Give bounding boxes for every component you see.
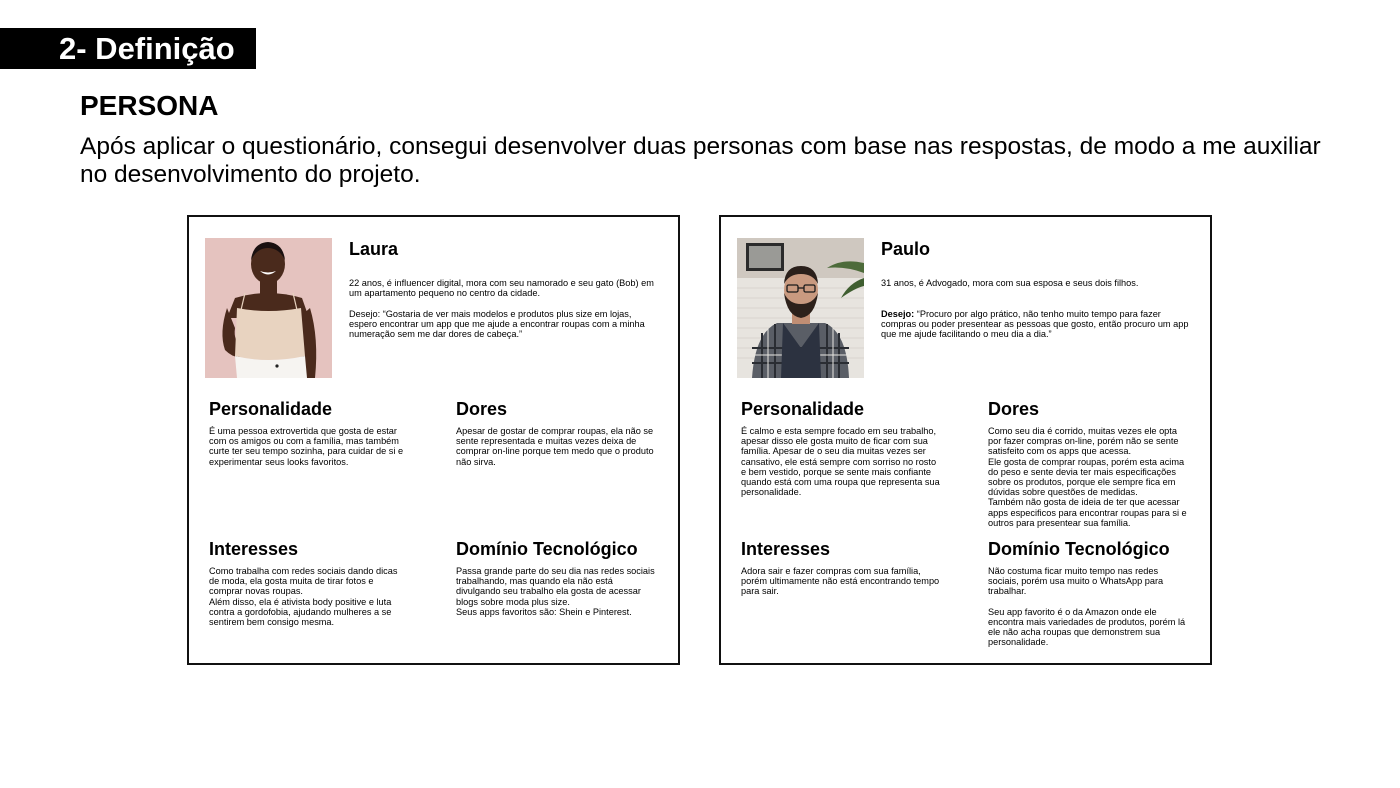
persona-heading: PERSONA [80, 90, 219, 121]
persona-photo-laura [205, 238, 332, 378]
desire-label: Desejo: [349, 309, 381, 319]
section-title-dores: Dores [988, 399, 1040, 419]
persona-bio: 31 anos, é Advogado, mora com sua esposa e seus dois filhos. [881, 278, 1139, 288]
section-title-interesses: Interesses [741, 539, 831, 559]
persona-name: Paulo [881, 239, 931, 259]
section-title-personalidade: Personalidade [209, 399, 333, 419]
section-title-personalidade: Personalidade [741, 399, 865, 419]
section-interesses [741, 538, 941, 597]
man-portrait-icon [737, 238, 864, 378]
section-personalidade [209, 398, 409, 467]
woman-portrait-icon [205, 238, 332, 378]
section-dores [456, 398, 656, 467]
desire-text: “Gostaria de ver mais modelos e produtos plus size em lojas, espero encontrar um app que me ajude a encontrar roupas com a minha numeração sem me dar dores de cabeça.” [349, 309, 645, 340]
section-text-interesses: Adora sair e fazer compras com sua família, porém ultimamente não está encontrando tempo para sair. [741, 566, 940, 597]
section-text-dominio: Não costuma ficar muito tempo nas redes sociais, porém usa muito o WhatsApp para trabalhar. Seu app favorito é o da Amazon onde ele encontra mais variedades de produtos, porém lá ele não acha roupas que demonstrem sua personalidade. [988, 566, 1186, 648]
desire-label: Desejo: [881, 309, 915, 319]
section-text-dominio: Passa grande parte do seu dia nas redes sociais trabalhando, mas quando ela não está divulgando seu trabalho ela gosta de acessar blogs sobre moda plus size. Seus apps favoritos são: Shein e Pinterest. [456, 566, 655, 617]
section-text-dores: Como seu dia é corrido, muitas vezes ele opta por fazer compras on-line, porém não se sente satisfeito com os apps que acessa. Ele gosta de comprar roupas, porém esta acima do peso e sente devia ter mais especificações sobre os produtos, porque ele sempre fica em dúvidas sobre questões de medidas. Também não gosta de ideia de ter que acessar apps especificos para encontrar roupas para si e outros para presentear sua família. [988, 426, 1187, 528]
section-dominio-tecnologico [456, 538, 656, 617]
section-title-dores: Dores [456, 399, 508, 419]
section-interesses [209, 538, 409, 627]
section-personalidade [741, 398, 941, 497]
section-title-interesses: Interesses [209, 539, 299, 559]
persona-name: Laura [349, 239, 399, 259]
section-dominio-tecnologico [988, 538, 1188, 648]
section-title-banner [0, 28, 256, 69]
section-text-dores: Apesar de gostar de comprar roupas, ela não se sente representada e muitas vezes deixa de comprar on-line porque tem medo que o produto não sirva. [456, 426, 654, 467]
section-title-dominio: Domínio Tecnológico [456, 539, 638, 559]
section-title: 2- Definição [59, 31, 235, 66]
section-dores [988, 398, 1188, 528]
persona-desire [349, 309, 659, 340]
persona-bio: 22 anos, é influencer digital, mora com seu namorado e seu gato (Bob) em um apartamento pequeno no centro da cidade. [349, 278, 654, 299]
persona-card-paulo [719, 215, 1212, 665]
intro-paragraph: Após aplicar o questionário, consegui desenvolver duas personas com base nas respostas, de modo a me auxiliar no desenvolvimento do projeto. [80, 133, 1321, 188]
section-title-dominio: Domínio Tecnológico [988, 539, 1170, 559]
persona-desire [881, 309, 1191, 340]
section-text-personalidade: É uma pessoa extrovertida que gosta de estar com os amigos ou com a família, mas também curte ter seu tempo sozinha, para cuidar de si e experimentar seus looks favoritos. [209, 426, 404, 467]
section-text-personalidade: É calmo e esta sempre focado em seu trabalho, apesar disso ele gosta muito de ficar com sua família. Apesar de o seu dia muitas vezes ser cansativo, ele está sempre com sorriso no rosto e bem vestido, porque se sente mais confiante quando está com uma roupa que representa sua personalidade. [741, 426, 940, 498]
persona-photo-paulo [737, 238, 864, 378]
section-text-interesses: Como trabalha com redes sociais dando dicas de moda, ela gosta muita de tirar fotos e comprar novas roupas. Além disso, ela é ativista body positive e luta contra a gordofobia, ajudando mulheres a se sentirem bem consigo mesma. [209, 566, 398, 628]
persona-card-laura [187, 215, 680, 665]
desire-text: “Procuro por algo prático, não tenho muito tempo para fazer compras ou poder presentear as pessoas que gosto, então procuro um app que me ajude facilitando o meu dia a dia.” [881, 309, 1189, 340]
